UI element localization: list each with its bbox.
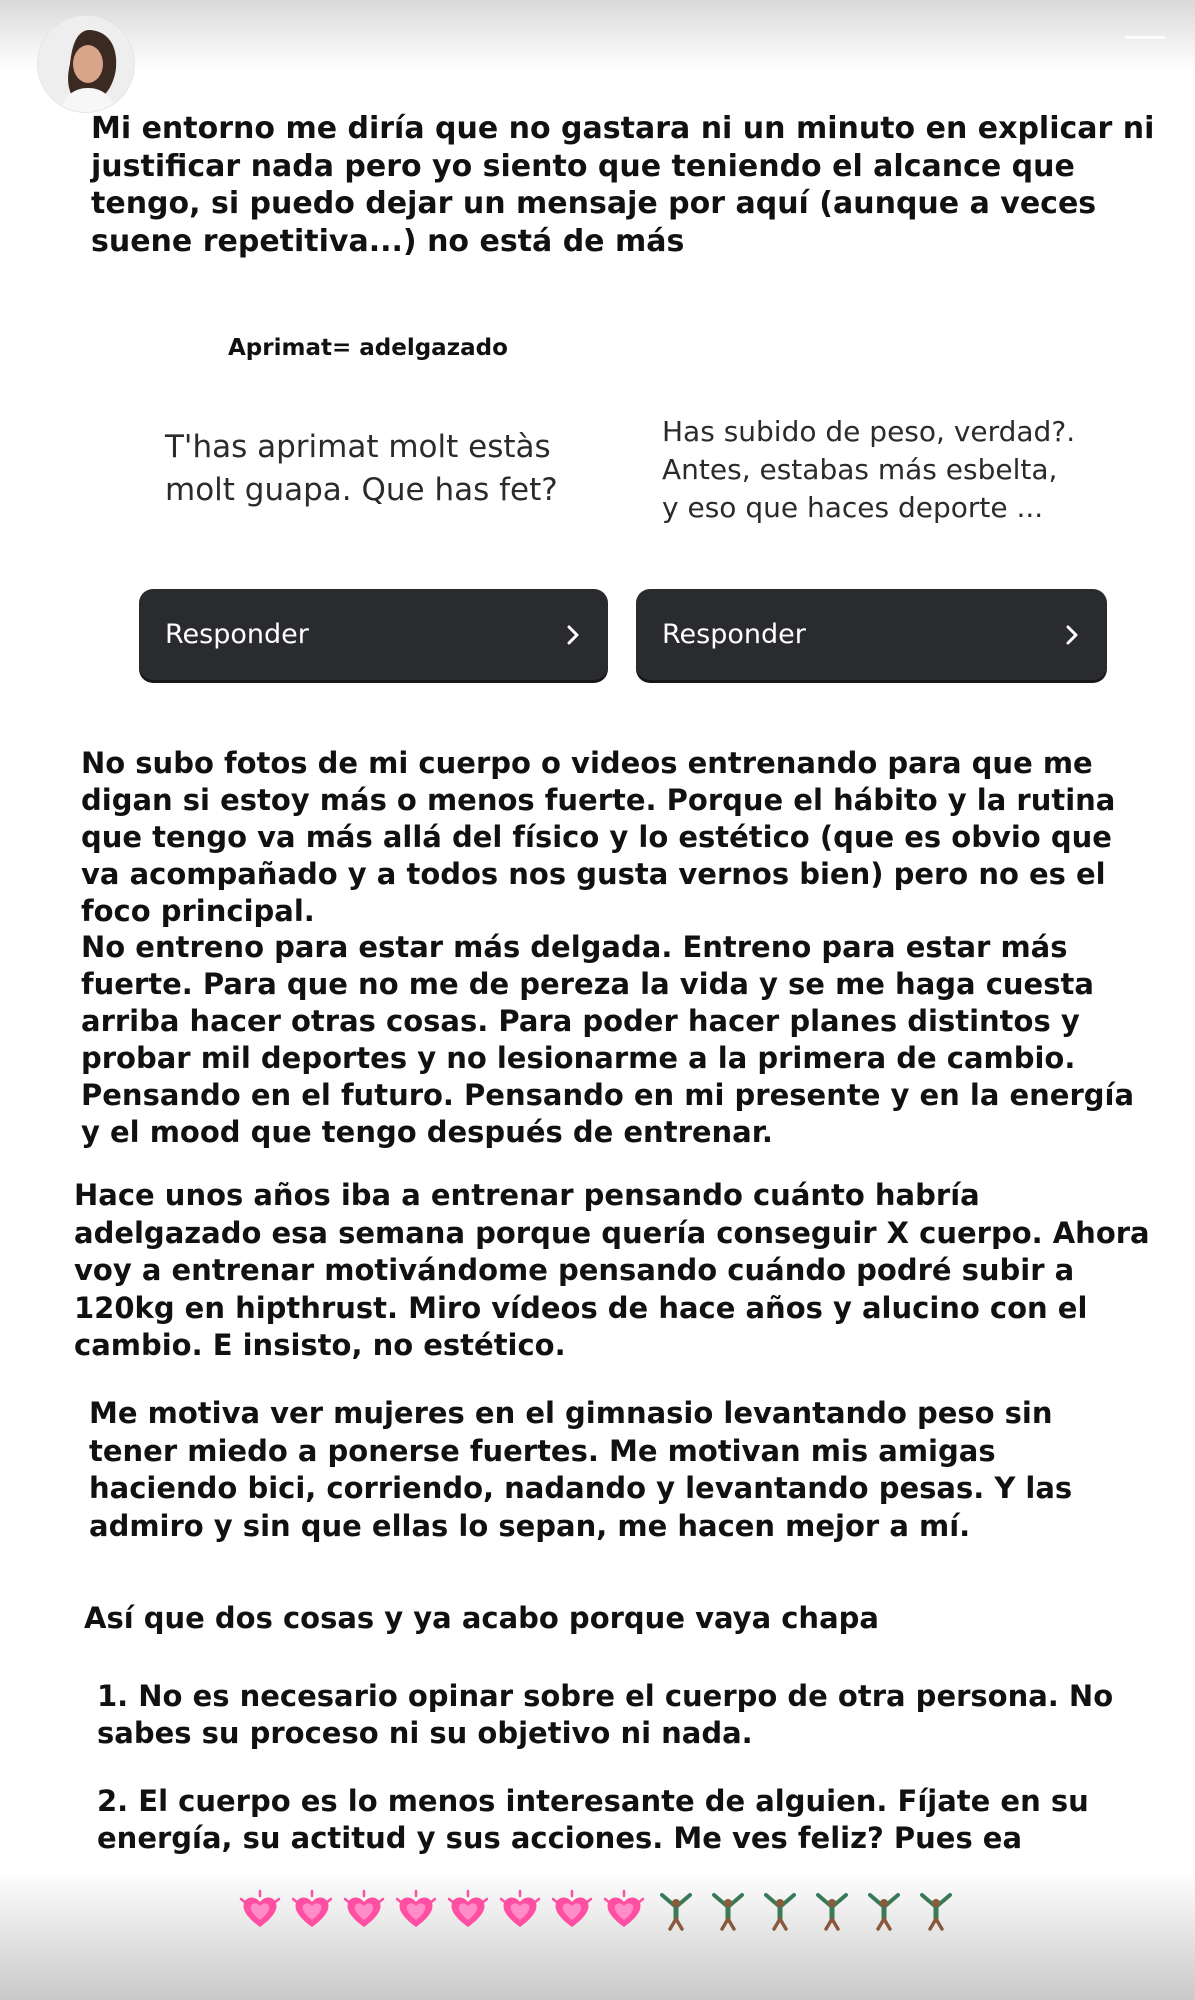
reply-button-label: Responder	[662, 619, 806, 650]
reply-button-right[interactable]	[636, 589, 1107, 680]
growing-heart-icon	[290, 1889, 334, 1933]
growing-heart-icon	[394, 1889, 438, 1933]
cartwheel-icon	[758, 1889, 802, 1933]
top-gradient	[0, 0, 1195, 70]
point-one: 1. No es necesario opinar sobre el cuerpo de otra persona. No sabes su proceso ni su objetivo ni nada.	[97, 1679, 1114, 1750]
paragraph-past: Hace unos años iba a entrenar pensando cuánto habría adelgazado esa semana porque quería conseguir X cuerpo. Ahora voy a entrenar motivándome pensando cuándo podré subir a 120kg en hipthrust. Miro vídeos de hace años y alucino con el cambio. E insisto, no estético.	[74, 1178, 1150, 1362]
growing-heart-icon	[550, 1889, 594, 1933]
profile-photo-icon	[38, 16, 134, 112]
question-right-text: Has subido de peso, verdad?. Antes, estabas más esbelta, y eso que haces deporte ...	[662, 415, 1076, 524]
point-two: 2. El cuerpo es lo menos interesante de alguien. Fíjate en su energía, su actitud y sus acciones. Me ves feliz? Pues ea	[97, 1784, 1089, 1855]
closing-intro: Así que dos cosas y ya acabo porque vaya chapa	[84, 1601, 879, 1635]
cartwheel-icon	[862, 1889, 906, 1933]
growing-heart-icon	[602, 1889, 646, 1933]
cartwheel-icon	[914, 1889, 958, 1933]
growing-heart-icon	[238, 1889, 282, 1933]
chevron-right-icon	[562, 624, 584, 646]
cartwheel-icon	[810, 1889, 854, 1933]
question-left-text: T'has aprimat molt estàs molt guapa. Que has fet?	[165, 429, 558, 508]
reply-button-label: Responder	[165, 619, 309, 650]
growing-heart-icon	[446, 1889, 490, 1933]
note-text: Aprimat= adelgazado	[228, 335, 508, 361]
growing-heart-icon	[342, 1889, 386, 1933]
close-indicator[interactable]	[1125, 36, 1165, 49]
paragraph-photos: No subo fotos de mi cuerpo o videos entrenando para que me digan si estoy más o menos fuerte. Porque el hábito y la rutina que tengo va más allá del físico y lo estético (que es obvio que va acompañado y a todos nos gusta vernos bien) pero no es el foco principal.	[81, 746, 1116, 928]
intro-text: Mi entorno me diría que no gastara ni un minuto en explicar ni justificar nada pero yo siento que teniendo el alcance que tengo, si puedo dejar un mensaje por aquí (aunque a veces suene repetitiva...) no está de más	[91, 111, 1155, 259]
avatar[interactable]	[38, 16, 134, 112]
cartwheel-icon	[654, 1889, 698, 1933]
emoji-row	[238, 1886, 958, 1936]
growing-heart-icon	[498, 1889, 542, 1933]
paragraph-training: No entreno para estar más delgada. Entreno para estar más fuerte. Para que no me de pereza la vida y se me haga cuesta arriba hacer otras cosas. Para poder hacer planes distintos y probar mil deportes y no lesionarme a la primera de cambio. Pensando en el futuro. Pensando en mi presente y en la energía y el mood que tengo después de entrenar.	[81, 930, 1135, 1149]
chevron-right-icon	[1061, 624, 1083, 646]
cartwheel-icon	[706, 1889, 750, 1933]
paragraph-motivation: Me motiva ver mujeres en el gimnasio levantando peso sin tener miedo a ponerse fuertes. Me motivan mis amigas haciendo bici, corriendo, nadando y levantando pesas. Y las admiro y sin que ellas lo sepan, me hacen mejor a mí.	[89, 1396, 1073, 1543]
reply-button-left[interactable]	[139, 589, 608, 680]
